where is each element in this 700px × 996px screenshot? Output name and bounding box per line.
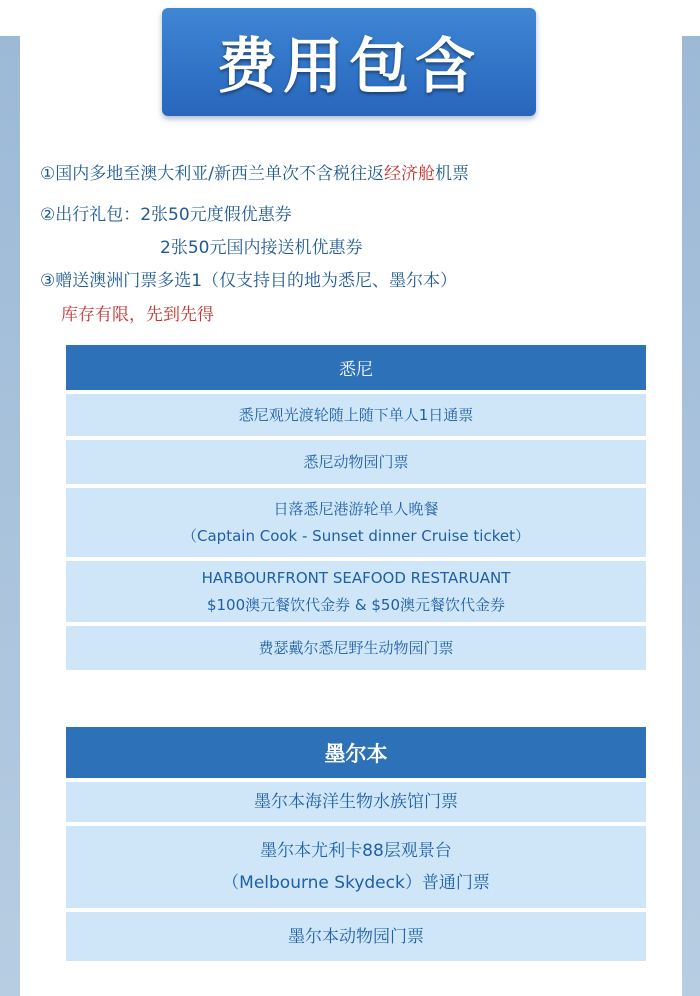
table-row xyxy=(66,826,646,908)
table-row xyxy=(66,912,646,961)
page-title: 费用包含 xyxy=(217,32,481,102)
row-text: $100澳元餐饮代金券 & $50澳元餐饮代金券 xyxy=(206,595,506,614)
melbourne-table xyxy=(66,727,646,961)
table-row xyxy=(66,440,646,484)
item-ticket-offer: ③赠送澳洲门票多选1（仅支持目的地为悉尼、墨尔本） xyxy=(40,271,458,291)
item-airfare-suffix: 机票 xyxy=(434,164,469,184)
sydney-table xyxy=(66,345,646,670)
title-banner xyxy=(162,8,536,116)
table-row xyxy=(66,394,646,436)
item-airfare-highlight: 经济舱 xyxy=(383,164,435,184)
row-text: 墨尔本尤利卡88层观景台 xyxy=(260,841,452,861)
table-row xyxy=(66,561,646,622)
item-gift-pack-line1: ②出行礼包：2张50元度假优惠券 xyxy=(40,205,292,225)
stock-note: 库存有限，先到先得 xyxy=(61,305,214,325)
left-frame xyxy=(0,36,20,996)
row-text: 墨尔本动物园门票 xyxy=(288,926,424,947)
row-text: 悉尼动物园门票 xyxy=(303,452,409,471)
item-airfare xyxy=(40,159,469,184)
melbourne-table-header: 墨尔本 xyxy=(66,727,646,778)
table-row xyxy=(66,782,646,822)
row-text: 日落悉尼港游轮单人晚餐 xyxy=(273,499,439,518)
row-text: （Melbourne Skydeck）普通门票 xyxy=(222,873,490,893)
item-gift-pack-line2: 2张50元国内接送机优惠券 xyxy=(160,238,363,258)
row-text: HARBOURFRONT SEAFOOD RESTARUANT xyxy=(201,568,511,587)
row-text: 墨尔本海洋生物水族馆门票 xyxy=(254,792,458,812)
item-airfare-prefix: ①国内多地至澳大利亚/新西兰单次不含税往返 xyxy=(40,164,384,184)
table-row xyxy=(66,488,646,557)
row-text: 费瑟戴尔悉尼野生动物园门票 xyxy=(258,638,454,657)
right-frame xyxy=(682,36,700,996)
row-text: 悉尼观光渡轮随上随下单人1日通票 xyxy=(238,405,474,424)
row-text: （Captain Cook - Sunset dinner Cruise ticket） xyxy=(182,526,530,545)
sydney-table-header: 悉尼 xyxy=(66,345,646,390)
table-row xyxy=(66,626,646,670)
